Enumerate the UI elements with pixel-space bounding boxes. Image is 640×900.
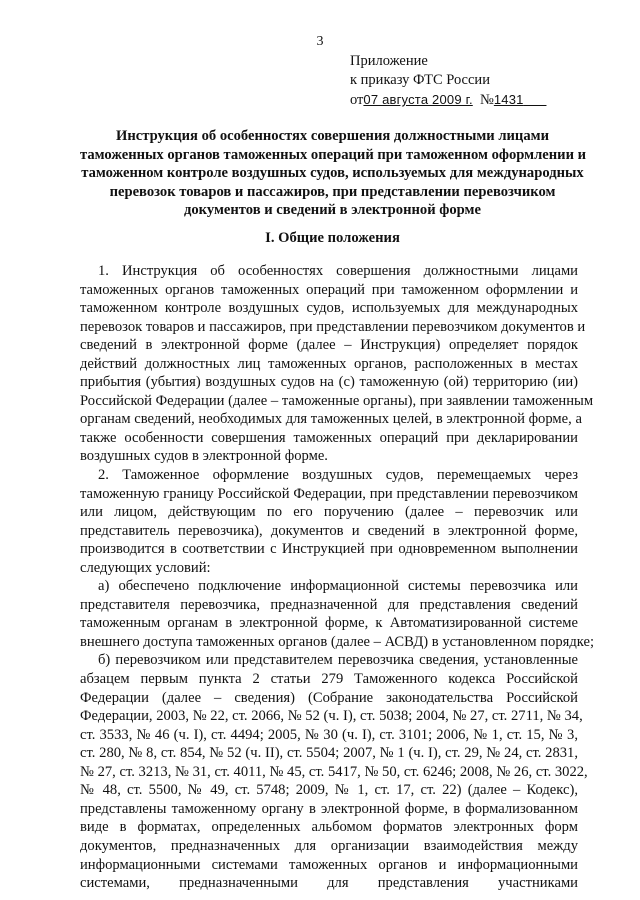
appendix-order-date-line — [350, 90, 546, 110]
section-heading: I. Общие положения — [265, 230, 400, 246]
body-line: следующих условий: — [80, 559, 211, 576]
body-line: № 48, ст. 5500, № 49, ст. 5748; 2009, № 1, ст. 17, ст. 22) (далее – Кодекс), — [80, 782, 578, 799]
body-line: ст. 3533, № 46 (ч. I), ст. 4494; 2005, № 30 (ч. I), ст. 3101; 2006, № 1, ст. 15, № 3, — [80, 726, 578, 743]
body-line: Федерации (далее – сведения) (Собрание законодательства Российской — [80, 689, 578, 706]
title-line: таможенном контроле воздушных судов, используемых для международных — [81, 165, 584, 182]
body-line: внешнего доступа таможенных органов (далее – АСВД) в установленном порядке; — [80, 633, 595, 650]
body-line: информационными системами таможенных органов и информационными — [80, 856, 578, 873]
body-line: таможенном контроле воздушных судов, используемых для международных — [80, 300, 578, 317]
body-line: органам сведений, необходимых для таможенных целей, в электронной форме, а — [80, 411, 582, 428]
body-line: системами, предназначенными для представления участниками — [80, 875, 578, 892]
body-line: 2. Таможенное оформление воздушных судов, перемещаемых через — [98, 467, 578, 484]
page-number: 3 — [316, 34, 324, 49]
body-line: а) обеспечено подключение информационной системы перевозчика или — [98, 578, 578, 595]
body-line: воздушных судов в электронной форме. — [80, 448, 328, 465]
appendix-number: 1431 — [493, 92, 524, 107]
body-line: представлены таможенному органу в электронной форме, в формализованном — [80, 800, 578, 817]
body-line: перевозок товаров и пассажиров, при представлении перевозчиком документов и — [80, 318, 586, 335]
body-line: или лицом, действующим по его поручению (далее – перевозчик или — [80, 504, 578, 521]
body-line: производится в соответствии с Инструкцией при одновременном выполнении — [80, 541, 578, 558]
appendix-number-prefix: № — [480, 92, 494, 108]
title-line: перевозок товаров и пассажиров, при представлении перевозчиком — [109, 183, 556, 200]
appendix-order-ref: к приказу ФТС России — [350, 72, 490, 88]
body-line: Российской Федерации (далее – таможенные органы), при заявлении таможенным — [80, 392, 594, 409]
body-line: абзацем первым пункта 2 статьи 279 Таможенного кодекса Российской — [80, 671, 578, 688]
body-line: представителя перевозчика, предназначенной для представления сведений — [80, 596, 578, 613]
title-line: документов и сведений в электронной форме — [184, 202, 481, 219]
body-line: Федерации, 2003, № 22, ст. 2066, № 52 (ч. I), ст. 5038; 2004, № 27, ст. 2711, № 34, — [80, 708, 583, 725]
body-line: таможенных органов таможенных операций при таможенном оформлении и — [80, 281, 578, 298]
appendix-number-underline — [524, 92, 547, 107]
body-line: прибытия (убытия) воздушных судов на (с) таможенную (ой) территорию (ии) — [80, 374, 578, 391]
appendix-label: Приложение — [350, 53, 428, 69]
body-line: 1. Инструкция об особенностях совершения должностными лицами — [98, 263, 578, 279]
body-line: представитель перевозчика), документов и сведений в электронной форме, — [80, 522, 578, 539]
body-line: документов, предназначенных для организации взаимодействия между — [80, 837, 578, 854]
body-line: виде в форматах, определенных альбомом форматов электронных форм — [80, 819, 578, 836]
appendix-header — [350, 52, 546, 110]
document-title — [80, 127, 585, 220]
body-line: также особенности совершения таможенных операций при декларировании — [80, 429, 578, 446]
appendix-date-prefix: от — [350, 92, 364, 108]
appendix-date: 07 августа 2009 г. — [363, 92, 473, 107]
body-line: таможенную границу Российской Федерации, при представлении перевозчиком — [80, 485, 578, 502]
body-line: таможенным органам в электронной форме, к Автоматизированной системе — [80, 615, 578, 632]
body-line: действий должностных лиц таможенных органов, расположенных в местах — [80, 355, 578, 372]
body-line: № 27, ст. 3213, № 31, ст. 4011, № 45, ст. 5417, № 50, ст. 6246; 2008, № 26, ст. 3022, — [80, 763, 588, 780]
title-line: Инструкция об особенностях совершения должностными лицами — [116, 128, 549, 144]
document-body — [80, 262, 595, 893]
body-line: б) перевозчиком или представителем перевозчика сведения, установленные — [98, 652, 578, 669]
body-line: ст. 280, № 8, ст. 854, № 52 (ч. II), ст. 5504; 2007, № 1 (ч. I), ст. 29, № 24, ст. 2831, — [80, 745, 578, 762]
body-line: сведений в электронной форме (далее – Инструкция) определяет порядок — [80, 337, 578, 354]
title-line: таможенных органов таможенных операций при таможенном оформлении и — [80, 146, 587, 163]
